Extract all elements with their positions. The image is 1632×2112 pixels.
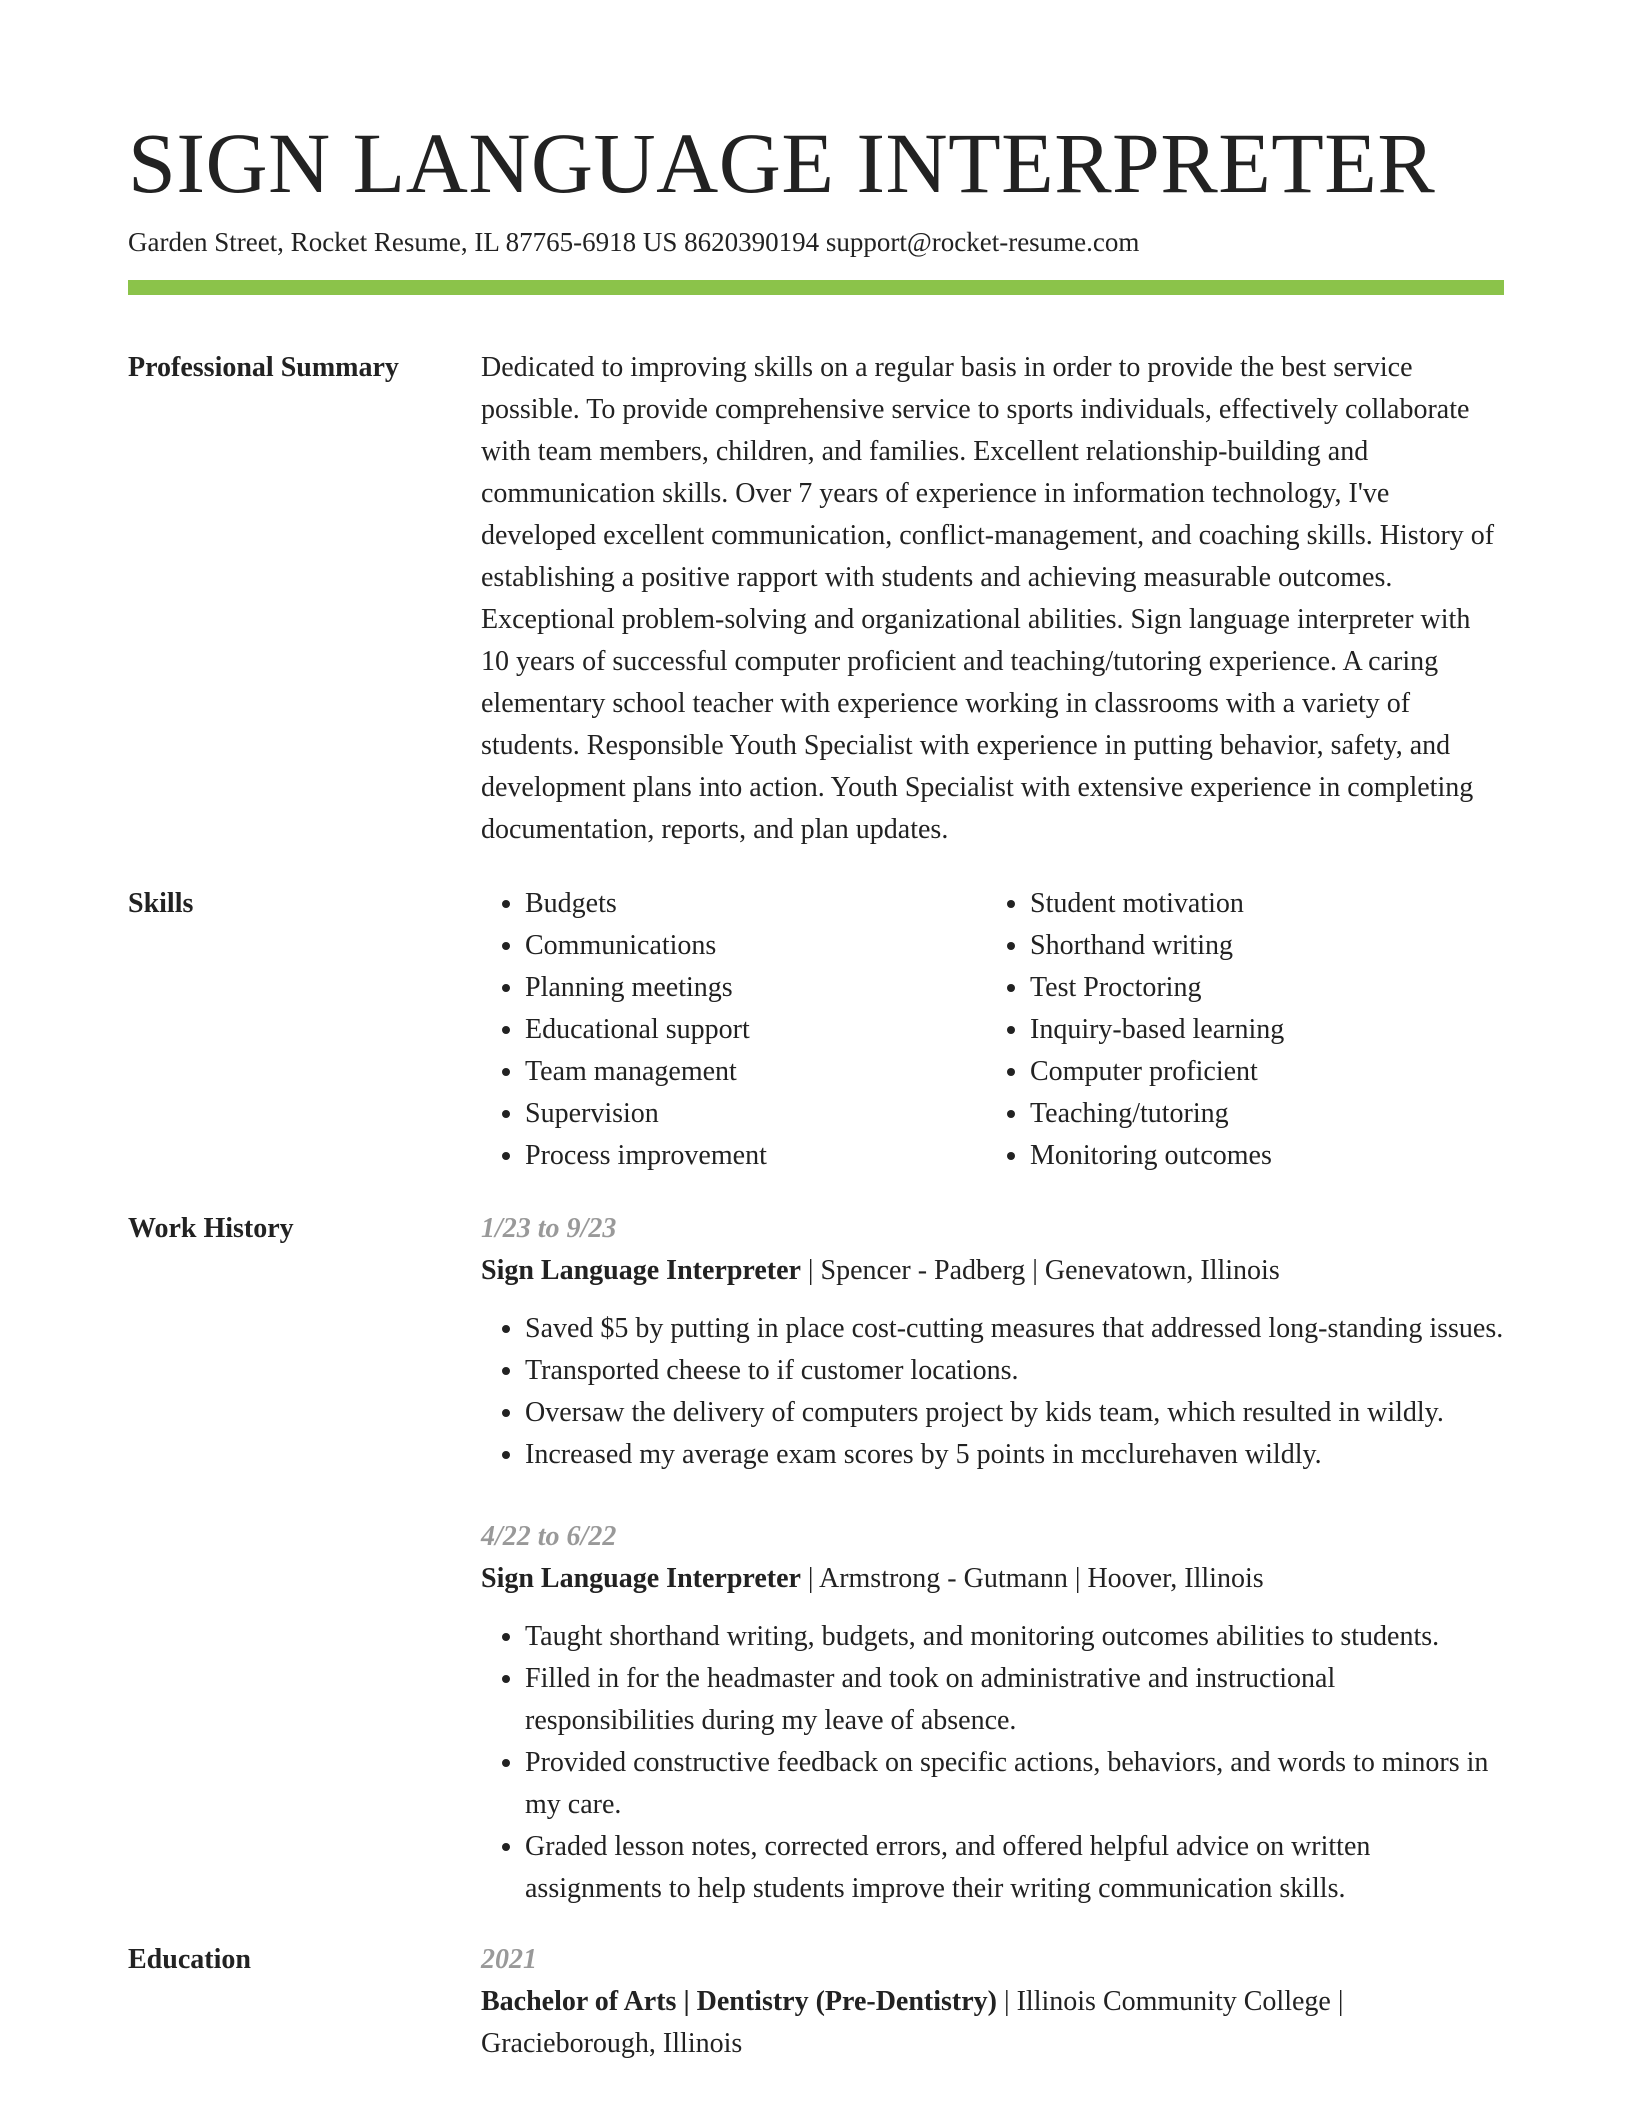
job-date: 1/23 to 9/23 (481, 1213, 617, 1245)
job-bullet: • Provided constructive feedback on specific actions, behaviors, and words to minors in my care. (525, 1742, 1504, 1826)
skill-item: • Test Proctoring (1030, 967, 1491, 1009)
job-bullet: • Oversaw the delivery of computers project by kids team, which resulted in wildly. (525, 1392, 1504, 1434)
skill-item: • Communications (525, 925, 986, 967)
job-bullet: • Graded lesson notes, corrected errors, and offered helpful advice on written assignments to help students improve their writing communication skills. (525, 1826, 1504, 1910)
job-date: 4/22 to 6/22 (481, 1521, 617, 1553)
job-bullet: • Filled in for the headmaster and took on administrative and instructional responsibilities during my leave of absence. (525, 1658, 1504, 1742)
skills-section (128, 883, 1504, 1177)
education-details: | Illinois Community College | Gracieborough, Illinois (481, 1986, 1344, 2060)
job-details: | Armstrong - Gutmann | Hoover, Illinois (800, 1563, 1264, 1595)
skill-item: • Team management (525, 1051, 986, 1093)
skill-item: • Budgets (525, 883, 986, 925)
job-title-line (481, 1250, 1504, 1292)
job-bullets (481, 1616, 1504, 1910)
skill-item: • Educational support (525, 1009, 986, 1051)
skill-item: • Shorthand writing (1030, 925, 1491, 967)
job-title: Sign Language Interpreter (481, 1255, 801, 1287)
work-history-section (128, 1208, 1504, 1910)
skills-column-right (986, 883, 1491, 1177)
skills-grid (481, 883, 1504, 1177)
education-date: 2021 (481, 1944, 537, 1976)
education-line (481, 1981, 1504, 2065)
skill-item: • Inquiry-based learning (1030, 1009, 1491, 1051)
skill-item: • Planning meetings (525, 967, 986, 1009)
job-details: | Spencer - Padberg | Genevatown, Illinois (800, 1255, 1280, 1287)
job-entry (481, 1208, 1504, 1476)
summary-text: Dedicated to improving skills on a regular basis in order to provide the best service possible. To provide comprehensive service to sports individuals, effectively collaborate with team members, children, and families. Excellent relationship-building and communication skills. Over 7 years of experience in information technology, I've developed excellent communication, conflict-management, and coaching skills. History of establishing a positive rapport with students and achieving measurable outcomes. Exceptional problem-solving and organizational abilities. Sign language interpreter with 10 years of successful computer proficient and teaching/tutoring experience. A caring elementary school teacher with experience working in classrooms with a variety of students. Responsible Youth Specialist with experience in putting behavior, safety, and development plans into action. Youth Specialist with extensive experience in completing documentation, reports, and plan updates. (481, 352, 1495, 846)
skill-item: • Process improvement (525, 1135, 986, 1177)
job-title-line (481, 1558, 1504, 1600)
contact-line: Garden Street, Rocket Resume, IL 87765-6918 US 8620390194 support@rocket-resume.com (128, 227, 1140, 257)
job-bullets (481, 1308, 1504, 1476)
job-bullet: • Transported cheese to if customer locations. (525, 1350, 1504, 1392)
candidate-name: SIGN LANGUAGE INTERPRETER (128, 115, 1436, 211)
accent-divider (128, 280, 1504, 295)
skill-item: • Monitoring outcomes (1030, 1135, 1491, 1177)
skills-column-left (481, 883, 986, 1177)
job-bullet: • Saved $5 by putting in place cost-cutting measures that addressed long-standing issues. (525, 1308, 1504, 1350)
work-history-heading: Work History (128, 1213, 294, 1245)
summary-section (128, 347, 1504, 851)
education-degree: Bachelor of Arts | Dentistry (Pre-Dentistry) (481, 1986, 997, 2018)
education-section (128, 1939, 1504, 2065)
skill-item: • Computer proficient (1030, 1051, 1491, 1093)
summary-heading: Professional Summary (128, 352, 399, 384)
skill-item: • Supervision (525, 1093, 986, 1135)
education-heading: Education (128, 1944, 251, 1976)
job-bullet: • Taught shorthand writing, budgets, and monitoring outcomes abilities to students. (525, 1616, 1504, 1658)
job-entry (481, 1516, 1504, 1910)
job-bullet: • Increased my average exam scores by 5 points in mcclurehaven wildly. (525, 1434, 1504, 1476)
skill-item: • Teaching/tutoring (1030, 1093, 1491, 1135)
skill-item: • Student motivation (1030, 883, 1491, 925)
job-title: Sign Language Interpreter (481, 1563, 801, 1595)
skills-heading: Skills (128, 888, 194, 920)
